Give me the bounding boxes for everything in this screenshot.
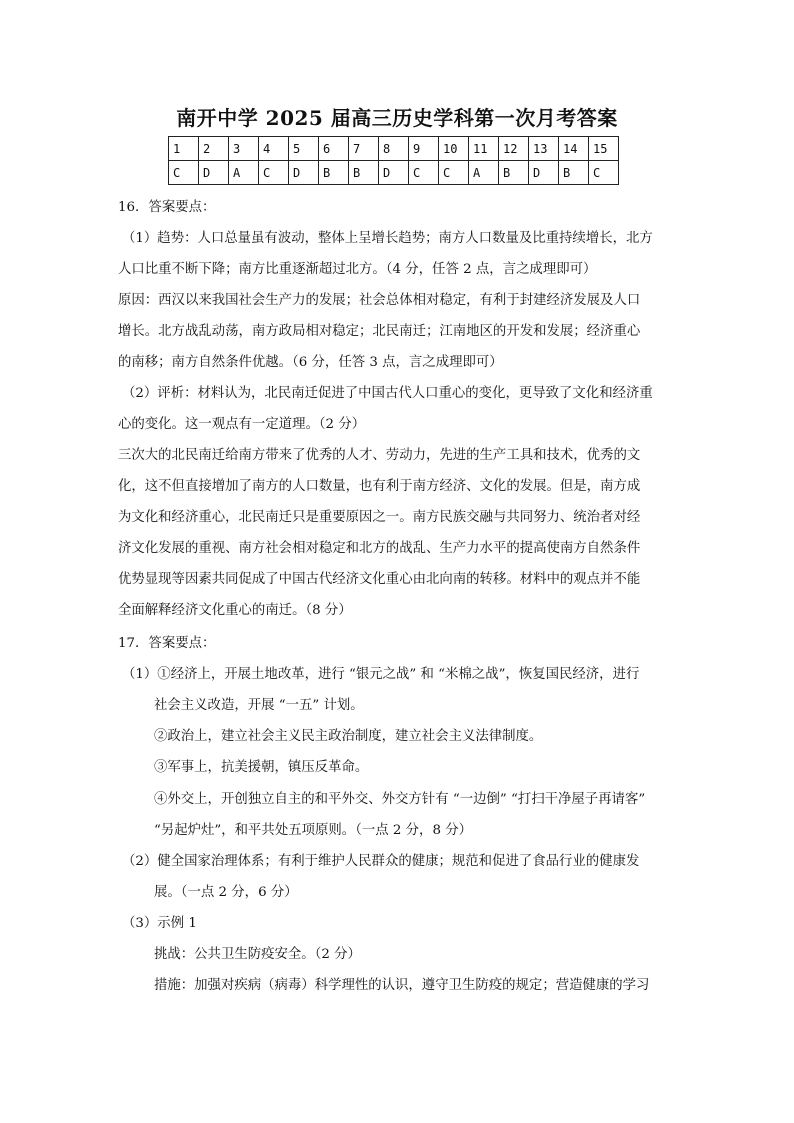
question-number-cell: 5 (289, 137, 319, 161)
q16-part1-reason-line: 的南移；南方自然条件优越。（6 分，任答 3 点，言之成理即可） (118, 355, 503, 370)
q17-part1-diplomacy-line: ④外交上，开创独立自主的和平外交、外交方针有 “一边倒” “打扫干净屋子再请客” (154, 792, 646, 807)
answer-cell: D (199, 161, 229, 185)
question-number-cell: 11 (469, 137, 499, 161)
q17-heading: 17．答案要点： (118, 636, 216, 651)
q17-part1-diplomacy-line: “另起炉灶”，和平共处五项原则。（一点 2 分，8 分） (154, 823, 473, 838)
answer-row (169, 161, 619, 185)
answer-cell: D (379, 161, 409, 185)
q17-part3-example-heading: （3）示例 1 (122, 916, 197, 931)
q16-part1-reason-line: 原因：西汉以来我国社会生产力的发展；社会总体相对稳定，有利于封建经济发展及人口 (118, 293, 641, 308)
question-number-cell: 1 (169, 137, 199, 161)
question-number-cell: 4 (259, 137, 289, 161)
q17-part2-line: 展。（一点 2 分，6 分） (154, 885, 298, 900)
q17-part1-economy-line: （1）①经济上，开展土地改革，进行 “银元之战” 和 “米棉之战”，恢复国民经济，进行 (122, 667, 640, 682)
question-number-row (169, 137, 619, 161)
q16-heading: 16．答案要点： (118, 200, 216, 215)
q16-part2-analysis-line: 济文化发展的重视、南方社会相对稳定和北方的战乱、生产力水平的提高使南方自然条件 (118, 541, 641, 556)
question-number-cell: 9 (409, 137, 439, 161)
answer-cell: B (349, 161, 379, 185)
q17-part3-challenge-line: 挑战：公共卫生防疫安全。（2 分） (154, 947, 361, 962)
answer-cell: B (559, 161, 589, 185)
answer-cell: B (319, 161, 349, 185)
q17-part1-politics-line: ②政治上，建立社会主义民主政治制度，建立社会主义法律制度。 (154, 729, 543, 744)
q16-part2-comment-line: （2）评析：材料认为，北民南迁促进了中国古代人口重心的变化，更导致了文化和经济重 (122, 386, 653, 401)
answer-cell: A (469, 161, 499, 185)
answer-cell: A (229, 161, 259, 185)
q16-part1-reason-line: 增长。北方战乱动荡，南方政局相对稳定；北民南迁；江南地区的开发和发展；经济重心 (118, 324, 641, 339)
q16-part2-analysis-line: 化，这不但直接增加了南方的人口数量，也有利于南方经济、文化的发展。但是，南方成 (118, 479, 641, 494)
q16-part2-analysis-line: 三次大的北民南迁给南方带来了优秀的人才、劳动力，先进的生产工具和技术，优秀的文 (118, 448, 641, 463)
document-title: 南开中学 2025 届高三历史学科第一次月考答案 (176, 106, 618, 130)
question-number-cell: 15 (589, 137, 619, 161)
question-number-cell: 2 (199, 137, 229, 161)
answer-cell: D (529, 161, 559, 185)
question-number-cell: 13 (529, 137, 559, 161)
answer-cell: C (259, 161, 289, 185)
q17-part2-line: （2）健全国家治理体系；有利于维护人民群众的健康；规范和促进了食品行业的健康发 (122, 854, 640, 869)
question-number-cell: 8 (379, 137, 409, 161)
question-number-cell: 6 (319, 137, 349, 161)
answer-cell: D (289, 161, 319, 185)
q17-part3-measures-line: 措施：加强对疾病（病毒）科学理性的认识，遵守卫生防疫的规定；营造健康的学习 (154, 978, 650, 993)
question-number-cell: 7 (349, 137, 379, 161)
q16-part2-analysis-line: 为文化和经济重心，北民南迁只是重要原因之一。南方民族交融与共同努力、统治者对经 (118, 510, 641, 525)
answer-cell: C (169, 161, 199, 185)
q17-part1-economy-line: 社会主义改造，开展 “一五” 计划。 (154, 698, 364, 713)
answer-cell: C (409, 161, 439, 185)
q17-part1-military-line: ③军事上，抗美援朝，镇压反革命。 (154, 760, 369, 775)
q16-part2-analysis-line: 优势显现等因素共同促成了中国古代经济文化重心由北向南的转移。材料中的观点并不能 (118, 572, 641, 587)
answer-cell: C (589, 161, 619, 185)
q16-part1-trend-line: 人口比重不断下降；南方比重逐渐超过北方。（4 分，任答 2 点，言之成理即可） (118, 262, 597, 277)
q16-part2-comment-line: 心的变化。这一观点有一定道理。（2 分） (118, 417, 366, 432)
question-number-cell: 14 (559, 137, 589, 161)
q16-part1-trend-line: （1）趋势：人口总量虽有波动，整体上呈增长趋势；南方人口数量及比重持续增长，北方 (122, 231, 653, 246)
q16-part2-analysis-line: 全面解释经济文化重心的南迁。（8 分） (118, 603, 352, 618)
answer-cell: C (439, 161, 469, 185)
question-number-cell: 12 (499, 137, 529, 161)
question-number-cell: 3 (229, 137, 259, 161)
answer-cell: B (499, 161, 529, 185)
question-number-cell: 10 (439, 137, 469, 161)
multiple-choice-answer-table (168, 136, 619, 185)
